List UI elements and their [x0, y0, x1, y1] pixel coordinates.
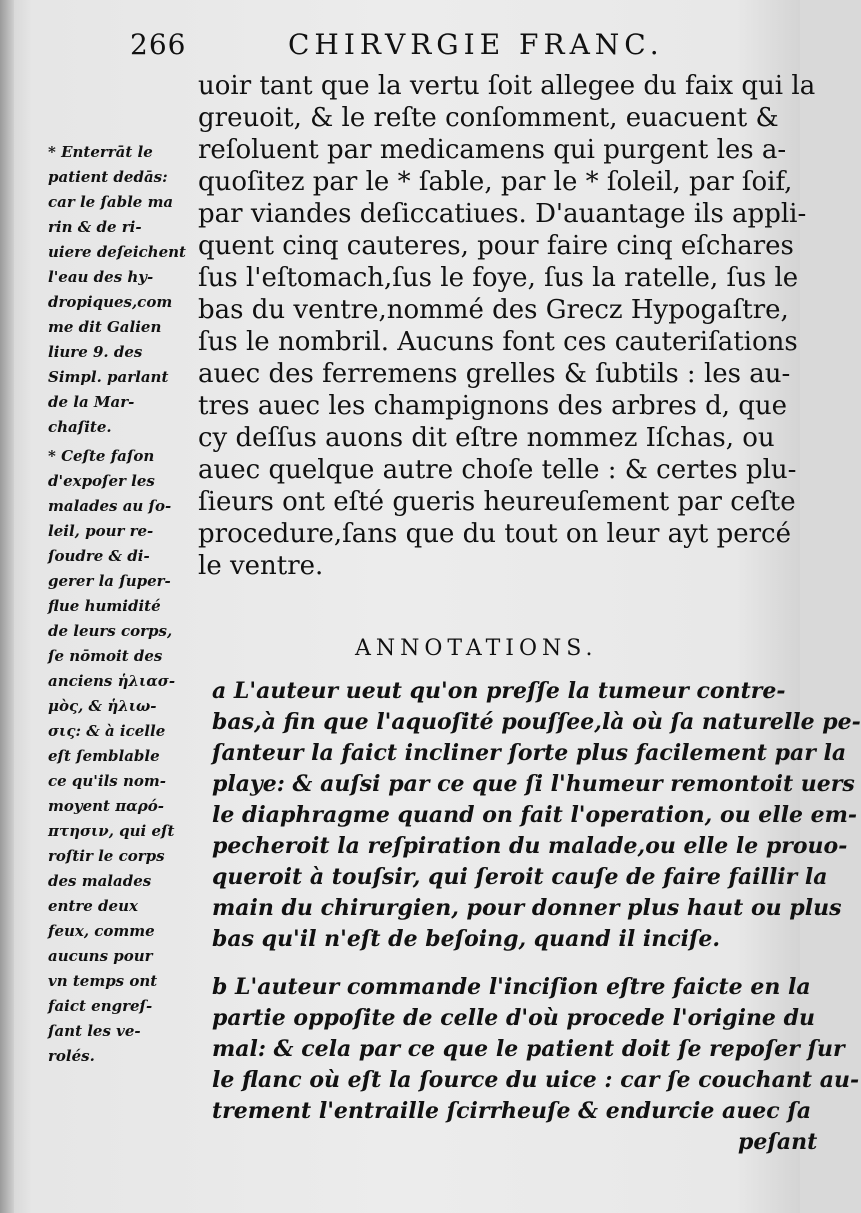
side-note-line: moyent παρό- [48, 797, 164, 815]
annotation-line: le diaphragme quand on fait l'operation, ou elle em- [212, 802, 858, 828]
main-text-line: reſoluent par medicamens qui purgent les a- [198, 135, 787, 165]
annotation-line: queroit à touſsir, qui ſeroit cauſe de faire faillir la [212, 864, 828, 890]
side-note-line: des malades [48, 872, 152, 890]
annotation-catchword: peſant [738, 1129, 818, 1155]
side-note-line: Simpl. parlant [48, 368, 169, 386]
annotation-line: b L'auteur commande l'inciſion eſtre faicte en la [212, 974, 811, 1000]
main-text-line: ſus le nombril. Aucuns font ces cauteriſations [198, 327, 798, 357]
side-note-line: d'expoſer les [48, 472, 155, 490]
main-text-line: uoir tant que la vertu ſoit allegee du faix qui la [198, 71, 816, 101]
side-note-line: eſt ſemblable [48, 747, 160, 765]
annotation-line: le flanc où eſt la ſource du uice : car ſe couchant au- [212, 1067, 860, 1093]
side-note-line: anciens ἡλιασ- [48, 672, 176, 690]
page-number: 266 [130, 28, 187, 61]
side-note-line: l'eau des hy- [48, 268, 154, 286]
page-header [0, 28, 800, 64]
side-note-line: ſoudre & di- [48, 547, 150, 565]
side-note-line: vn temps ont [48, 972, 158, 990]
annotation-line: bas,à fin que l'aquoſité pouſſee,là où ſa naturelle pe- [212, 709, 861, 735]
side-note-line: aucuns pour [48, 947, 153, 965]
side-note-line: de leurs corps, [48, 622, 173, 640]
side-note-line: malades au ſo- [48, 497, 172, 515]
side-note-line: roſtir le corps [48, 847, 165, 865]
side-note-line: ſant les ve- [48, 1022, 141, 1040]
annotation-line: pecheroit la reſpiration du malade,ou elle le prouo- [212, 833, 848, 859]
side-note-line: flue humidité [48, 597, 161, 615]
side-note-line: ſe nōmoit des [48, 647, 163, 665]
annotation-line: mal: & cela par ce que le patient doit ſe repoſer ſur [212, 1036, 845, 1062]
main-text-line: quoſitez par le * ſable, par le * ſoleil, par ſoif, [198, 167, 793, 197]
main-text-line: bas du ventre,nommé des Grecz Hypogaſtre, [198, 295, 789, 325]
side-note-line: patient dedās: [48, 168, 168, 186]
side-note-line: μὸς, & ἡλιω- [48, 697, 157, 715]
side-note-line: σις: & à icelle [48, 722, 166, 740]
side-note-line: dropiques,com [48, 293, 173, 311]
side-note-line: entre deux [48, 897, 138, 915]
side-note-line: rin & de ri- [48, 218, 142, 236]
page-gutter-shadow [0, 0, 14, 1213]
side-note-line: feux, comme [48, 922, 155, 940]
main-text-line: greuoit, & le reſte conſomment, euacuent & [198, 103, 779, 133]
main-text-line: ſus l'eſtomach,ſus le foye, ſus la ratelle, ſus le [198, 263, 799, 293]
side-note-line: liure 9. des [48, 343, 143, 361]
annotation-line: main du chirurgien, pour donner plus haut ou plus [212, 895, 842, 921]
annotation-line: partie oppoſite de celle d'où procede l'origine du [212, 1005, 815, 1031]
annotations-heading: ANNOTATIONS. [355, 636, 598, 661]
side-note-line: πτησιν, qui eſt [48, 822, 175, 840]
main-text-line: par viandes deſiccatiues. D'auantage ils appli- [198, 199, 807, 229]
main-text-line: ſieurs ont eſté gueris heureuſement par ceſte [198, 487, 796, 517]
annotation-line: bas qu'il n'eſt de beſoing, quand il inciſe. [212, 926, 721, 952]
main-text-line: quent cinq cauteres, pour faire cinq eſchares [198, 231, 794, 261]
main-text-line: procedure,ſans que du tout on leur ayt percé [198, 519, 791, 549]
side-note-line: car le ſable ma [48, 193, 174, 211]
side-note-line: leil, pour re- [48, 522, 154, 540]
side-note-line: * Enterrāt le [48, 143, 153, 161]
annotation-line: trement l'entraille ſcirrheuſe & endurcie auec ſa [212, 1098, 812, 1124]
side-note-line: uiere deſeichent [48, 243, 186, 261]
main-text-line: auec des ferremens grelles & ſubtils : les au- [198, 359, 791, 389]
annotation-line: a L'auteur ueut qu'on preſſe la tumeur contre- [212, 678, 786, 704]
side-note-line: me dit Galien [48, 318, 162, 336]
side-note-line: rolés. [48, 1047, 95, 1065]
side-note-line: ce qu'ils nom- [48, 772, 166, 790]
main-text-line: auec quelque autre choſe telle : & certes plu- [198, 455, 797, 485]
annotation-line: ſanteur la faict incliner ſorte plus facilement par la [212, 740, 847, 766]
side-note-line: * Ceſte faſon [48, 447, 155, 465]
side-note-line: faict engreſ- [48, 997, 153, 1015]
side-note-line: de la Mar- [48, 393, 135, 411]
side-note-line: gerer la ſuper- [48, 572, 171, 590]
annotation-line: playe: & auſsi par ce que ſi l'humeur remontoit uers [212, 771, 855, 797]
main-text-line: tres auec les champignons des arbres d, que [198, 391, 788, 421]
running-head: CHIRVRGIE FRANC. [288, 28, 664, 61]
side-note-line: chaſite. [48, 418, 112, 436]
main-text-line: cy deſſus auons dit eſtre nommez Iſchas, ou [198, 423, 775, 453]
main-text-line: le ventre. [198, 551, 324, 581]
